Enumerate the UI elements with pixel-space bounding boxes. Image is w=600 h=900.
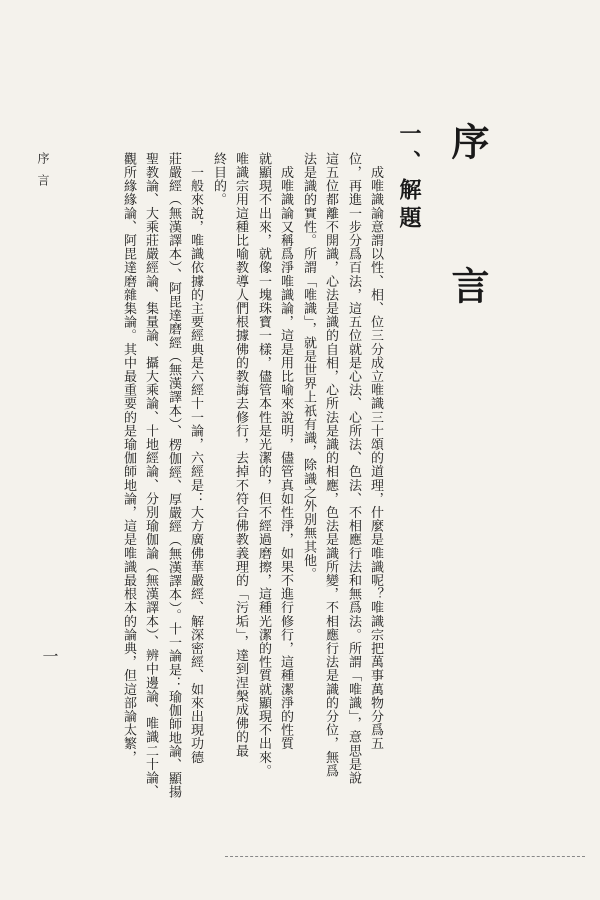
text-column: 這五位都離不開識，心法是識的自相，心所法是識的相應，色法是識所變，不相應行法是識的分位，無爲 [323, 152, 338, 778]
running-head: 序言 [36, 152, 50, 196]
page-number: 一 [40, 648, 59, 664]
text-column: 位，再進一步分爲百法，這五位就是心法、心所法、色法、不相應行法和無爲法。所謂「唯識」，意思是說 [346, 152, 361, 785]
text-column: 成唯識論意謂以性、相、位三分成立唯識三十頌的道理，什麼是唯識呢？唯識宗把萬事萬物分爲五 [368, 152, 383, 751]
text-column: 成唯識論又稱爲淨唯識論，這是用比喻來說明，儘管真如性淨，如果不進行修行，這種潔淨的性質 [278, 152, 293, 751]
section-heading: 一、解題 [396, 122, 422, 234]
text-column: 莊嚴經（無漢譯本）、阿毘達磨經（無漢譯本）、楞伽經、厚嚴經（無漢譯本）。十一論是：瑜伽師地論、顯揚 [166, 152, 181, 799]
text-column: 就顯現不出來，就像一塊珠寶一樣，儘管本性是光潔的，但不經過磨擦，這種光潔的性質就顯現不出來。 [256, 152, 271, 778]
text-column: 觀所緣緣論、阿毘達磨雜集論。其中最重要的是瑜伽師地論，這是唯識最根本的論典，但這部論太繁， [121, 152, 136, 764]
text-column: 聖教論、大乘莊嚴經論、集量論、攝大乘論、十地經論、分別瑜伽論（無漢譯本）、辨中邊論、唯識二十論、 [143, 152, 158, 799]
text-column: 終目的。 [211, 152, 226, 207]
text-column: 唯識宗用這種比喻教導人們根據佛的教誨去修行，去掉不符合佛教義理的「污垢」，達到涅槃成佛的最 [233, 152, 248, 758]
text-column: 法是識的實性。所謂「唯識」，就是世界上祇有識，除識之外別無其他。 [301, 152, 316, 581]
text-column: 一般來說，唯識依據的主要經典是六經十一論，六經是：大方廣佛華嚴經、解深密經、如來出現功德 [188, 152, 203, 764]
page-title: 序 言 [445, 122, 490, 338]
footer-rule [225, 856, 585, 857]
